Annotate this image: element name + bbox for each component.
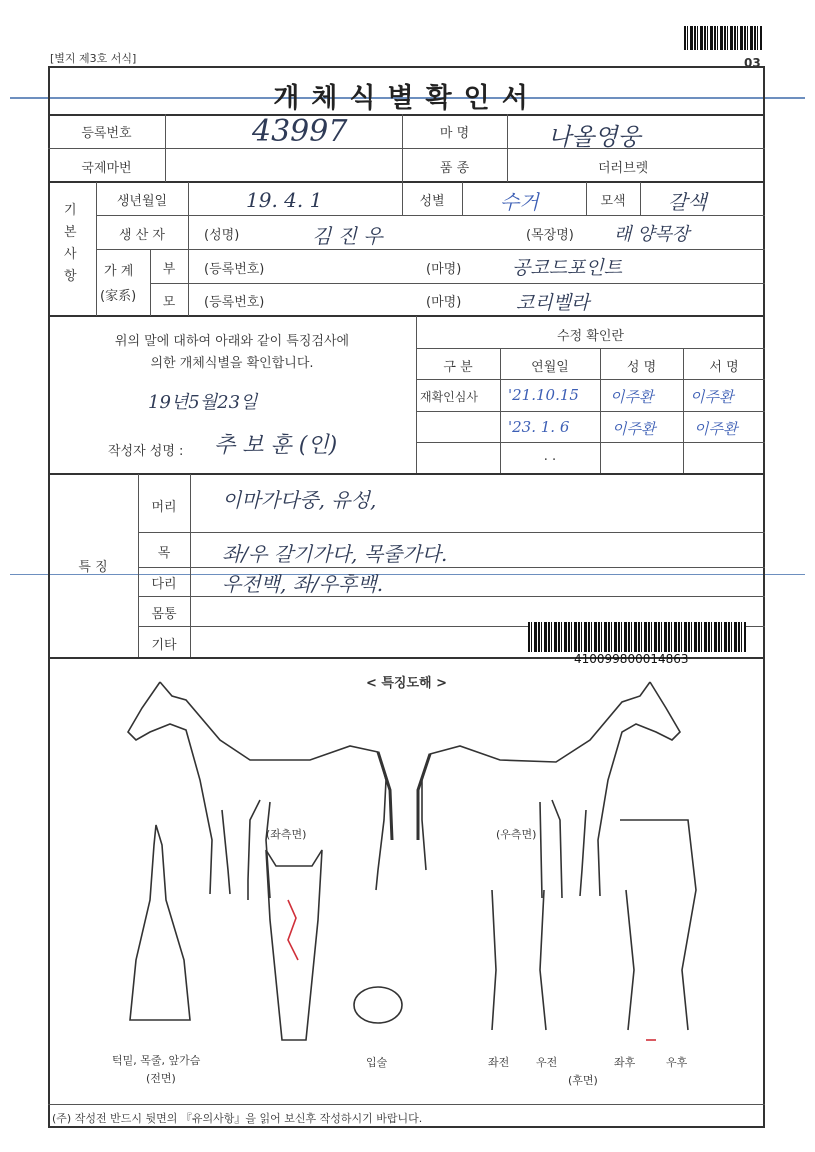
revision-row-sign: 이주환 (694, 420, 738, 438)
feature-barcode-number: 410099800014863 (574, 652, 689, 666)
front-caption: 턱밑, 목줄, 앞가슴 (112, 1054, 201, 1067)
rule (190, 474, 191, 658)
rule (416, 379, 765, 380)
writer-label: 작성자 성명 : (108, 444, 184, 459)
feature-label: 몸통 (151, 607, 177, 622)
rule (462, 182, 463, 216)
feature-value: 좌/우 갈기가다, 목줄가다. (222, 542, 448, 566)
feature-value: 우전백, 좌/우후백. (222, 572, 384, 596)
sex-label: 성별 (419, 194, 445, 209)
basic-section-char: 항 (64, 269, 77, 284)
birth-value: 19. 4. 1 (246, 188, 323, 212)
ranch-name: 래 양목장 (614, 224, 690, 245)
feature-label: 기타 (151, 638, 177, 653)
muzzle-caption: 입술 (366, 1056, 388, 1069)
rear-sub: (후면) (568, 1074, 598, 1087)
feature-barcode (528, 622, 746, 652)
basic-section-label (64, 200, 78, 288)
revision-row-name: 이주환 (610, 388, 654, 406)
sire-reg-prefix: (등록번호) (204, 262, 265, 277)
dam-horse-prefix: (마명) (426, 295, 462, 310)
sire-label: 부 (162, 262, 176, 277)
rear-leg-label: 좌후 (614, 1056, 636, 1069)
footnote: (주) 작성전 반드시 뒷면의 『유의사항』을 읽어 보신후 작성하시기 바랍니다. (52, 1112, 423, 1125)
leg-label: 우전 (536, 1056, 558, 1069)
breed-label: 품 종 (439, 161, 470, 176)
page-number: 03 (744, 56, 761, 70)
feature-label: 다리 (151, 577, 177, 592)
right-horse-front (580, 682, 680, 896)
diagram-title: < 특징도해 > (365, 676, 448, 691)
form-code: [별지 제3호 서식] (50, 52, 137, 65)
leg-label: 좌전 (488, 1056, 510, 1069)
revision-header-name: 성 명 (626, 360, 657, 375)
birth-label: 생년월일 (116, 194, 168, 209)
producer-label: 생 산 자 (119, 228, 165, 243)
revision-row-date: '21.10.15 (508, 386, 579, 404)
feature-label: 목 (157, 546, 171, 561)
dam-label: 모 (162, 295, 176, 310)
revision-row-type: 재확인심사 (420, 390, 478, 404)
features-section-label: 특 징 (78, 560, 108, 575)
ranch-prefix: (목장명) (526, 228, 574, 243)
reg-value: 43997 (252, 114, 348, 149)
producer-name: 김 진 우 (312, 224, 383, 248)
rule (640, 182, 641, 216)
basic-section-char: 본 (64, 225, 77, 240)
dam-name: 코리벨라 (516, 292, 590, 314)
revision-header-type: 구 분 (443, 360, 473, 375)
rule (96, 215, 765, 216)
dam-reg-prefix: (등록번호) (204, 295, 265, 310)
left-horse-front (128, 682, 230, 894)
revision-row-sign: 이주환 (690, 388, 734, 406)
page-title: 개체식별확인서 (273, 83, 540, 114)
diagram-left-side: (좌측면) (266, 828, 307, 841)
sire-horse-prefix: (마명) (426, 262, 462, 277)
left-horse-outline (160, 682, 386, 900)
confirm-date: 19년5월23일 (148, 392, 258, 413)
revision-row-name: 이주환 (612, 420, 656, 438)
rule (48, 473, 765, 475)
reg-label: 등록번호 (81, 126, 132, 141)
rule (48, 1104, 765, 1105)
sire-name: 공코드포인트 (512, 257, 623, 279)
writer-signature: 추 보 훈 (인) (214, 433, 338, 458)
basic-section-char: 기 (64, 203, 77, 218)
revision-title: 수정 확인란 (557, 329, 624, 344)
rule (48, 114, 765, 116)
rear-outline (620, 820, 696, 1030)
front-neck-outline (130, 825, 190, 1020)
basic-section-char: 사 (64, 247, 77, 262)
pedigree-label: 가 계 (104, 264, 134, 279)
rule (416, 348, 765, 349)
rule (96, 249, 765, 250)
top-barcode (684, 26, 762, 50)
diagram-right-side: (우측면) (496, 828, 537, 841)
feature-value: 이마가다중, 유성, (222, 488, 377, 512)
head-outline (266, 850, 322, 1040)
muzzle-outline (354, 987, 402, 1023)
statement-line-2: 의한 개체식별을 확인합니다. (150, 356, 314, 371)
intl-label: 국제마번 (81, 161, 132, 176)
rule (507, 114, 508, 182)
producer-name-prefix: (성명) (204, 228, 240, 243)
color-label: 모색 (600, 194, 626, 209)
revision-header-date: 연월일 (531, 360, 569, 375)
name-value: 나올영웅 (548, 123, 641, 151)
name-label: 마 명 (439, 126, 470, 141)
revision-header-sign: 서 명 (709, 360, 739, 375)
rule (48, 148, 765, 149)
rule (48, 181, 765, 183)
pedigree-hanja: (家系) (100, 289, 137, 304)
right-horse-outline (422, 682, 650, 898)
statement-line-1: 위의 말에 대하여 아래와 같이 특징검사에 (114, 334, 350, 349)
rule (48, 315, 765, 317)
color-value: 갈색 (668, 190, 707, 214)
rule (138, 532, 765, 533)
rule (165, 114, 166, 182)
rule (416, 442, 765, 443)
rule (416, 411, 765, 412)
sex-value: 수거 (500, 190, 539, 214)
front-sub: (전면) (146, 1072, 176, 1085)
breed-value: 더러브렛 (598, 161, 649, 176)
front-legs-outline (492, 890, 546, 1030)
rear-leg-label: 우후 (666, 1056, 688, 1069)
rule (188, 182, 189, 316)
rule (150, 283, 765, 284)
feature-label: 머리 (151, 500, 177, 515)
revision-row-date: '23. 1. 6 (508, 418, 570, 436)
horse-diagram (100, 670, 740, 1060)
revision-row-date: . . (543, 449, 557, 464)
